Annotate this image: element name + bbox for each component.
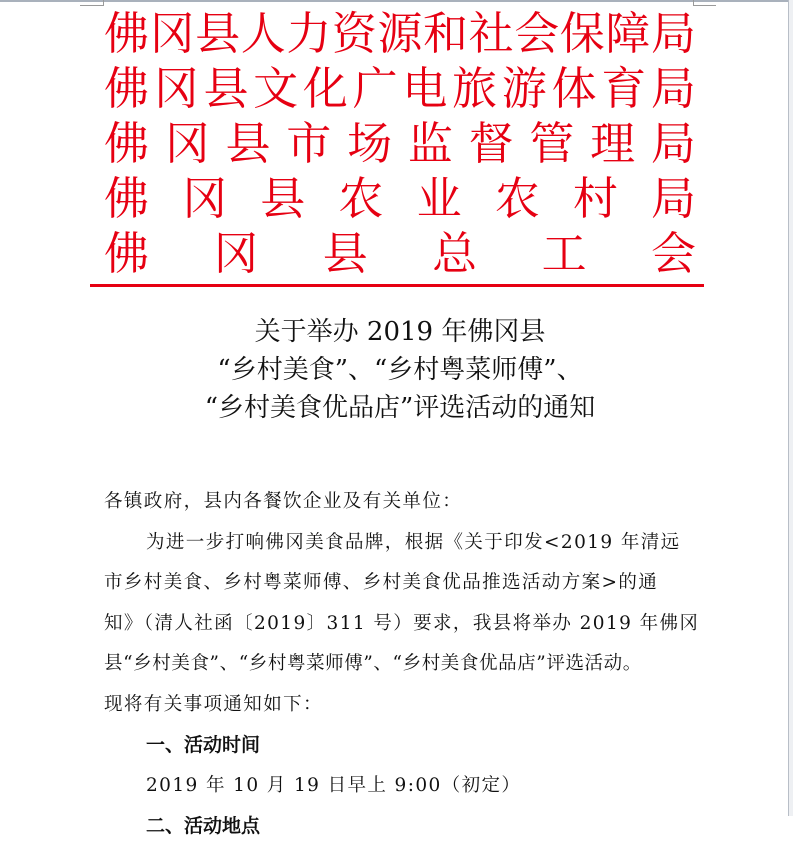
mast-char: 社 <box>468 7 514 60</box>
mast-char: 理 <box>590 117 636 170</box>
mast-char: 化 <box>302 62 348 115</box>
mast-char: 育 <box>601 62 647 115</box>
red-separator-line <box>90 284 704 287</box>
mast-char: 村 <box>572 172 618 225</box>
mast-char: 电 <box>402 62 448 115</box>
mast-char: 总 <box>432 227 478 280</box>
mast-char: 冈 <box>153 62 199 115</box>
document-body <box>104 482 700 847</box>
masthead-line-5 <box>104 226 696 281</box>
mast-char: 资 <box>331 7 377 60</box>
mast-char: 冈 <box>149 7 195 60</box>
mast-char: 业 <box>416 172 462 225</box>
mast-char: 局 <box>650 62 696 115</box>
masthead-line-1 <box>104 6 696 61</box>
title-line-1: 关于举办 2019 年佛冈县 <box>254 317 546 347</box>
mast-char: 市 <box>286 117 332 170</box>
mast-char: 源 <box>377 7 423 60</box>
mast-char: 监 <box>407 117 453 170</box>
mast-char: 会 <box>514 7 560 60</box>
mast-char: 佛 <box>104 117 150 170</box>
section-content-1: 2019 年 10 月 19 日早上 9:00（初定） <box>146 774 522 796</box>
mast-char: 佛 <box>104 7 150 60</box>
page-gutter <box>789 0 793 816</box>
mast-char: 体 <box>551 62 597 115</box>
mast-char: 冈 <box>182 172 228 225</box>
mast-char: 场 <box>347 117 393 170</box>
margin-corner-mark-right <box>693 5 716 6</box>
mast-char: 力 <box>286 7 332 60</box>
mast-char: 游 <box>501 62 547 115</box>
mast-char: 农 <box>338 172 384 225</box>
margin-corner-mark-left <box>80 5 103 6</box>
mast-char: 局 <box>650 172 696 225</box>
mast-char: 县 <box>260 172 306 225</box>
mast-char: 县 <box>322 227 368 280</box>
mast-char: 会 <box>650 227 696 280</box>
title-line-3: “乡村美食优品店”评选活动的通知 <box>204 393 596 423</box>
mast-char: 和 <box>423 7 469 60</box>
mast-char: 工 <box>541 227 587 280</box>
masthead-line-3 <box>104 116 696 171</box>
mast-char: 县 <box>203 62 249 115</box>
paragraph-line: 为进一步打响佛冈美食品牌，根据《关于印发<2019 年清远 <box>146 531 681 553</box>
red-masthead <box>104 6 696 281</box>
mast-char: 人 <box>240 7 286 60</box>
mast-char: 农 <box>494 172 540 225</box>
mast-char: 保 <box>559 7 605 60</box>
mast-char: 文 <box>253 62 299 115</box>
mast-char: 旅 <box>452 62 498 115</box>
paragraph-line: 县“乡村美食”、“乡村粤菜师傅”、“乡村美食优品店”评选活动。 <box>104 653 642 674</box>
paragraph-line: 知》（清人社函〔2019〕311 号）要求，我县将举办 2019 年佛冈 <box>104 612 700 634</box>
mast-char: 管 <box>529 117 575 170</box>
page-right-edge <box>788 0 789 816</box>
section-heading-2: 二、活动地点 <box>146 815 261 837</box>
mast-char: 县 <box>225 117 271 170</box>
mast-char: 广 <box>352 62 398 115</box>
mast-char: 县 <box>195 7 241 60</box>
title-line-2: “乡村美食”、“乡村粤菜师傅”、 <box>217 355 583 385</box>
mast-char: 佛 <box>104 172 150 225</box>
paragraph-line: 市乡村美食、乡村粤菜师傅、乡村美食优品推选活动方案>的通 <box>104 572 659 593</box>
mast-char: 局 <box>650 117 696 170</box>
mast-char: 冈 <box>164 117 210 170</box>
mast-char: 障 <box>605 7 651 60</box>
mast-char: 冈 <box>213 227 259 280</box>
section-heading-1: 一、活动时间 <box>146 734 261 756</box>
document-title <box>104 313 696 427</box>
window-top-border <box>0 0 793 2</box>
paragraph-line: 现将有关事项通知如下： <box>104 693 323 715</box>
masthead-line-4 <box>104 171 696 226</box>
mast-char: 局 <box>650 7 696 60</box>
mast-char: 督 <box>468 117 514 170</box>
mast-char: 佛 <box>104 227 150 280</box>
salutation: 各镇政府，县内各餐饮企业及有关单位： <box>104 491 463 512</box>
mast-char: 佛 <box>104 62 150 115</box>
masthead-line-2 <box>104 61 696 116</box>
